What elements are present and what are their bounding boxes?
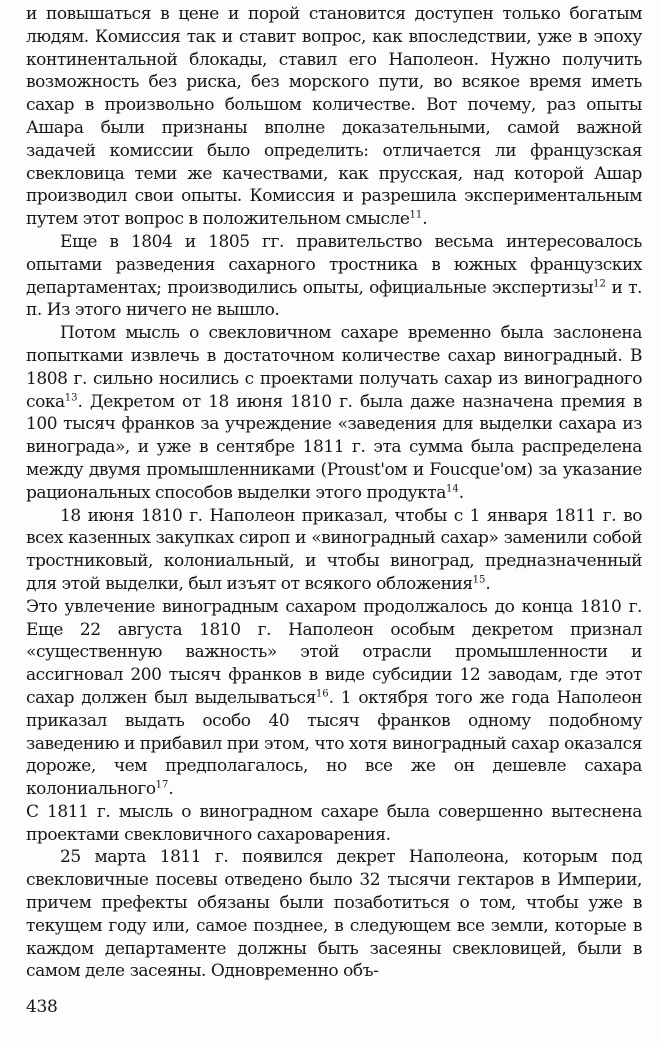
text-run: . [458,482,464,503]
footnote-marker: 13 [64,391,78,403]
footnote-marker: 16 [315,688,329,700]
footnote-marker: 12 [593,277,606,289]
text-run: . Декретом от 18 июня 1810 г. была даже назначена премия в 100 тысяч франков за учреждение «заведения для выделки сахара из винограда», и уже в сентябре 1811 г. эта сумма была распределена между двумя промышленниками (Proust'ом и Foucque'ом) за указание рациональных способов выделки этого продукта [26,391,642,503]
body-text [26,3,642,983]
text-run: . [485,573,491,594]
footnote-marker: 17 [155,779,169,791]
text-run: . 1 октября того же года Наполеон приказал выдать особо 40 тысяч франков одному подобному заведению и прибавил при этом, что хотя виноградный сахар оказался дороже, чем предполагалось, но все же он дешевле сахара колониального [26,687,642,800]
text-run: . [422,209,428,230]
text-run: Еще в 1804 и 1805 гг. правительство весьма интересовалось опытами разведения сахарного тростника в южных французских департаментах; производились опыты, официальные экспертизы [26,231,642,298]
paragraph [26,846,642,983]
footnote-marker: 14 [445,483,459,495]
text-run: Это увлечение виноградным сахаром продолжалось до конца 1810 г. Еще 22 августа 1810 г. Наполеон особым декретом признал «существенную важность» этой отрасли промышленности и ассигновал 200 тысяч франков в виде субсидии 12 заводам, где этот сахар должен был выделываться [26,596,642,708]
page-number: 438 [26,997,58,1017]
paragraph [26,505,642,596]
paragraph [26,322,642,504]
text-run: и т. п. Из этого ничего не вышло. [26,277,642,321]
text-run: Потом мысль о свекловичном сахаре временно была заслонена попытками извлечь в достаточном количестве сахар виноградный. В 1808 г. сильно носились с проектами получать сахар из виноградного сока [26,323,642,412]
text-run: и повышаться в цене и порой становится доступен только богатым людям. Комиссия так и ставит вопрос, как впоследствии, уже в эпоху континентальной блокады, ставил его Наполеон. Нужно получить возможность без риска, без морского пути, во всякое время иметь сахар в произвольно большом количестве. Вот почему, раз опыты Ашара были признаны вполне доказательными, самой важной задачей комиссии было определить: отличается ли французская свекловица теми же качествами, как прусская, над которой Ашар производил свои опыты. Комиссия и разрешила экспериментальным путем этот вопрос в положительном смысле [26,4,642,230]
footnote-marker: 11 [409,209,423,221]
paragraph [26,596,642,801]
paragraph [26,3,642,231]
footnote-marker: 15 [472,574,486,586]
text-run: 18 июня 1810 г. Наполеон приказал, чтобы с 1 января 1811 г. во всех казенных закупках сироп и «виноградный сахар» заменили собой тростниковый, колониальный, и чтобы виноград, предназначенный для этой выделки, был изъят от всякого обложения [26,505,642,594]
text-run: 25 марта 1811 г. появился декрет Наполеона, которым под свекловичные посевы отведено было 32 тысячи гектаров в Империи, причем префекты обязаны были позаботиться о том, чтобы уже в текущем году или, самое позднее, в следующем все земли, которые в каждом департаменте должны быть засеяны свекловицей, были в самом деле засеяны. Одновременно объ- [26,847,642,982]
paragraph [26,801,642,847]
text-run: С 1811 г. мысль о виноградном сахаре была совершенно вытеснена проектами свекловичного сахароварения. [26,801,642,845]
paragraph [26,231,642,322]
text-run: . [168,779,174,800]
